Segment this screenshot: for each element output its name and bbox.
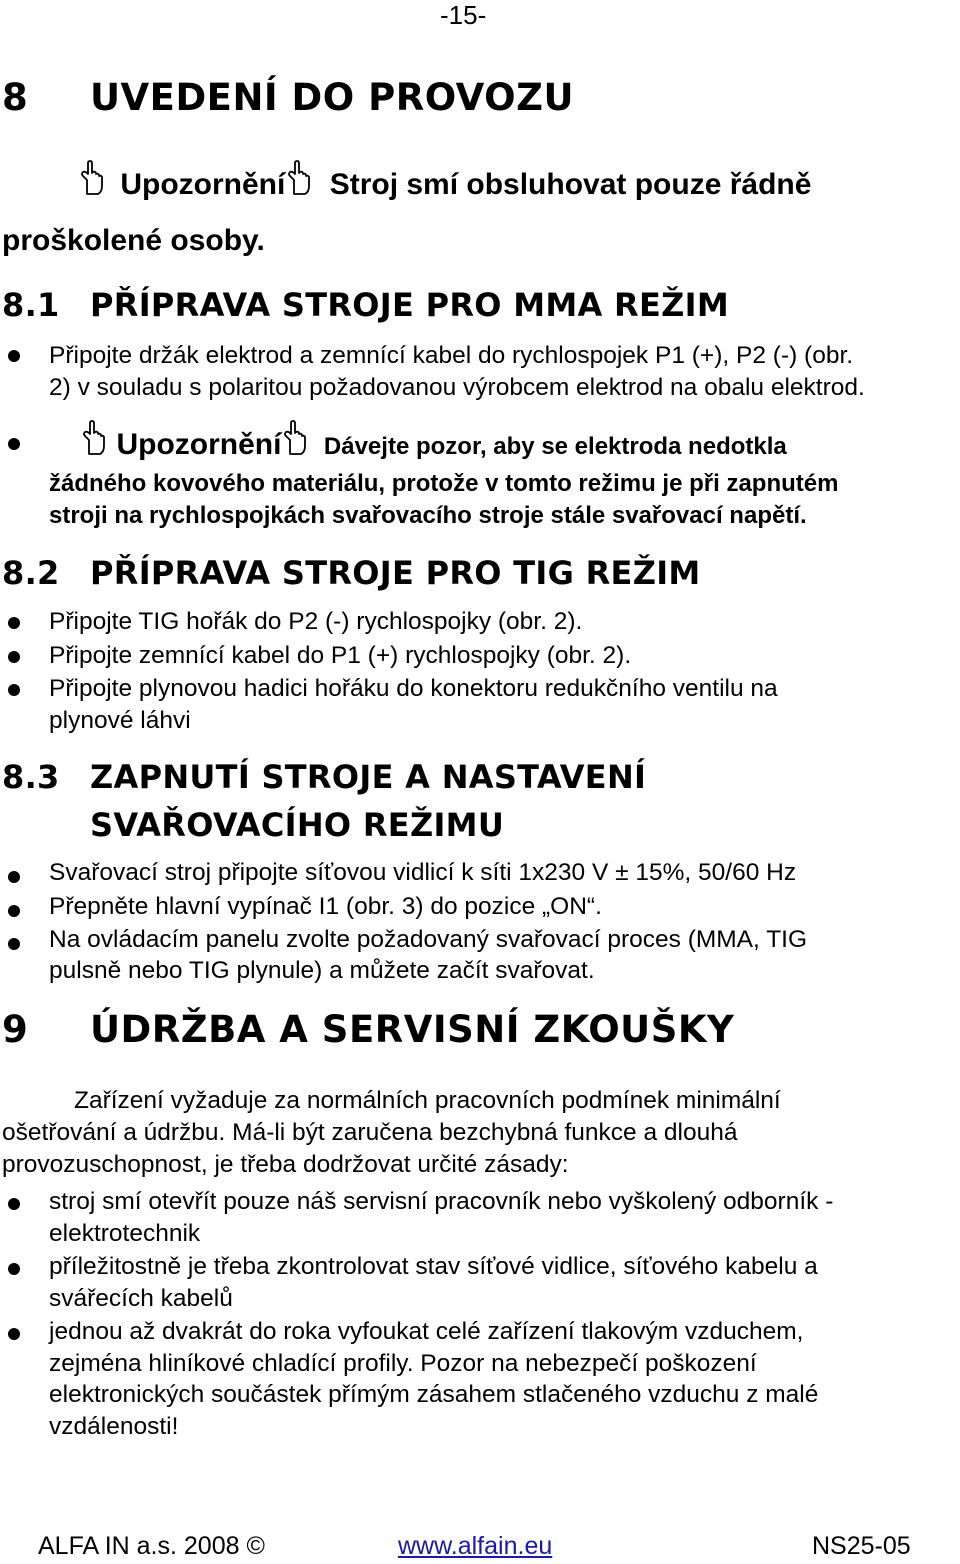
warning-text-continued: stroji na rychlospojkách svařovacího stroje stále svařovací napětí. — [49, 502, 807, 529]
warning-text-continued: proškolené osoby. — [2, 224, 265, 257]
section-8-2-number: 8.2 — [2, 554, 60, 592]
section-8-3-number: 8.3 — [2, 758, 60, 796]
list-item-continued: zejména hliníkové chladící profily. Pozor na nebezpečí poškození — [49, 1350, 757, 1377]
section-9-number: 9 — [2, 1008, 29, 1051]
list-item-continued: elektrotechnik — [49, 1220, 201, 1247]
list-item: Na ovládacím panelu zvolte požadovaný svařovací proces (MMA, TIG — [49, 926, 808, 953]
list-item: Svařovací stroj připojte síťovou vidlicí k síti 1x230 V ± 15%, 50/60 Hz — [49, 859, 797, 886]
list-item: jednou až dvakrát do roka vyfoukat celé zařízení tlakovým vzduchem, — [49, 1318, 804, 1345]
pointing-hand-icon — [285, 160, 313, 196]
bullet-icon — [8, 1198, 20, 1210]
bullet-icon — [8, 905, 20, 917]
bullet-icon — [8, 684, 20, 696]
warning-text-continued: žádného kovového materiálu, protože v tomto režimu je při zapnutém — [49, 470, 839, 497]
pointing-hand-icon — [78, 160, 106, 196]
list-item: stroj smí otevřít pouze náš servisní pracovník nebo vyškolený odborník - — [49, 1188, 834, 1215]
footer-company: ALFA IN a.s. 2008 © — [38, 1532, 265, 1560]
list-item-continued: 2) v souladu s polaritou požadovanou výrobcem elektrod na obalu elektrod. — [49, 374, 865, 401]
section-8-3-title: ZAPNUTÍ STROJE A NASTAVENÍ — [90, 758, 647, 796]
bullet-icon — [8, 651, 20, 663]
list-item: Přepněte hlavní vypínač I1 (obr. 3) do pozice „ON“. — [49, 893, 602, 920]
list-item: příležitostně je třeba zkontrolovat stav síťové vidlice, síťového kabelu a — [49, 1253, 818, 1280]
section-8-warning — [78, 160, 811, 210]
section-8-number: 8 — [2, 76, 29, 119]
pointing-hand-icon — [281, 420, 309, 456]
list-item: Připojte TIG hořák do P2 (-) rychlospojky (obr. 2). — [49, 608, 583, 635]
bullet-icon — [8, 438, 20, 450]
list-item-continued: svářecích kabelů — [49, 1285, 233, 1312]
paragraph-continued: ošetřování a údržbu. Má-li být zaručena bezchybná funkce a dlouhá — [2, 1119, 738, 1146]
section-8-3-title-continued: SVAŘOVACÍHO REŽIMU — [90, 806, 505, 844]
section-8-1-warning — [80, 420, 787, 462]
list-item-continued: elektronických součástek přímým zásahem stlačeného vzduchu z malé — [49, 1381, 819, 1408]
warning-text: Stroj smí obsluhovat pouze řádně — [329, 168, 812, 201]
list-item: Připojte držák elektrod a zemnící kabel do rychlospojek P1 (+), P2 (-) (obr. — [49, 342, 854, 369]
bullet-icon — [8, 1263, 20, 1275]
bullet-icon — [8, 350, 20, 362]
paragraph: Zařízení vyžaduje za normálních pracovních podmínek minimální — [74, 1087, 781, 1114]
section-8-1-number: 8.1 — [2, 286, 60, 324]
warning-label: Upozornění — [120, 168, 286, 201]
section-8-title: UVEDENÍ DO PROVOZU — [90, 76, 574, 119]
bullet-icon — [8, 1328, 20, 1340]
pointing-hand-icon — [80, 420, 108, 456]
page-number: -15- — [440, 0, 487, 30]
bullet-icon — [8, 617, 20, 629]
footer-website-link[interactable]: www.alfain.eu — [398, 1532, 553, 1560]
section-8-1-title: PŘÍPRAVA STROJE PRO MMA REŽIM — [90, 286, 729, 324]
bullet-icon — [8, 871, 20, 883]
paragraph-continued: provozuschopnost, je třeba dodržovat určité zásady: — [2, 1151, 569, 1178]
section-9-title: ÚDRŽBA A SERVISNÍ ZKOUŠKY — [90, 1008, 735, 1051]
list-item-continued: vzdálenosti! — [49, 1413, 179, 1440]
warning-text: Dávejte pozor, aby se elektroda nedotkla — [323, 433, 787, 460]
warning-label: Upozornění — [116, 428, 282, 461]
list-item-continued: pulsně nebo TIG plynule) a můžete začít svařovat. — [49, 957, 595, 984]
list-item: Připojte plynovou hadici hořáku do konektoru redukčního ventilu na — [49, 675, 778, 702]
list-item: Připojte zemnící kabel do P1 (+) rychlospojky (obr. 2). — [49, 642, 632, 669]
bullet-icon — [8, 938, 20, 950]
footer-doc-code: NS25-05 — [812, 1532, 911, 1560]
list-item-continued: plynové láhvi — [49, 707, 191, 734]
section-8-2-title: PŘÍPRAVA STROJE PRO TIG REŽIM — [90, 554, 701, 592]
